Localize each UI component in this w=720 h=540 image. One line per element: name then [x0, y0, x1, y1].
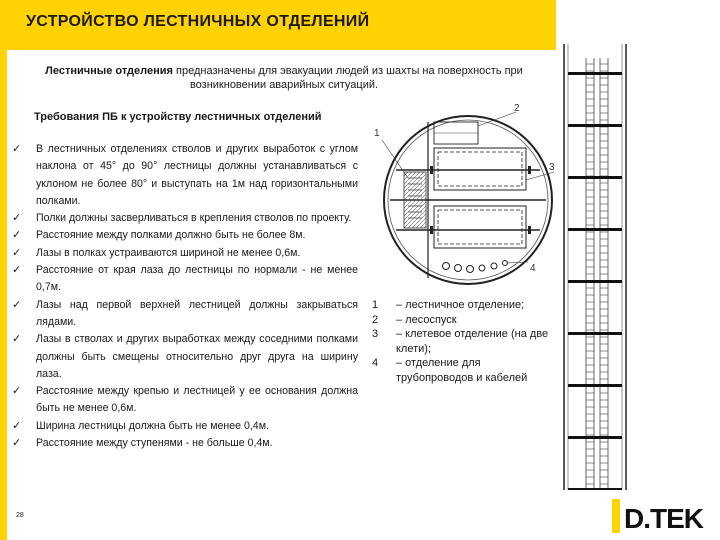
- check-icon: ✓: [12, 264, 22, 277]
- list-item-text: Лазы в полках устраиваются шириной не менее 0,6м.: [36, 246, 301, 259]
- list-item: [12, 418, 358, 435]
- list-item-text: Расстояние между крепью и лестницей у ее основания должна быть не менее 0,6м.: [36, 385, 358, 415]
- cage-1: [434, 148, 526, 190]
- list-item-text: Расстояние между ступенями - не больше 0,4м.: [36, 437, 273, 450]
- list-item: [12, 210, 358, 227]
- check-icon: ✓: [12, 298, 22, 311]
- list-item-text: В лестничных отделениях стволов и других выработок с углом наклона от 45° до 90° лестницы должны устанавливаться с уклоном не более 80° и выступать на 1м над горизонтальными полками.: [36, 143, 358, 207]
- legend-item: 3 – клетевое отделение (на две клети);: [372, 328, 549, 355]
- platform: [568, 384, 622, 387]
- page-number: 28: [16, 512, 24, 519]
- accent-bar: [0, 50, 7, 540]
- list-item: [12, 141, 358, 210]
- list-item-text: Полки должны засверливаться в крепления стволов по проекту.: [36, 212, 352, 225]
- list-item: [12, 227, 358, 244]
- legend-item: 4 – отделение для трубопроводов и кабелей: [372, 357, 528, 384]
- platform: [568, 488, 622, 490]
- platform: [568, 280, 622, 283]
- platform: [568, 228, 622, 231]
- intro-line1: предназначены для эвакуации людей из шахты на поверхность при: [172, 65, 523, 77]
- platform: [568, 124, 622, 127]
- label-2: 2: [514, 103, 520, 114]
- label-1: 1: [374, 128, 380, 139]
- shaft-vertical-section-drawing: [556, 44, 636, 490]
- cage-2: [434, 206, 526, 248]
- check-icon: ✓: [12, 385, 22, 398]
- list-item-text: Лазы над первой верхней лестницей должны закрываться лядами.: [36, 298, 358, 328]
- list-item: [12, 297, 358, 332]
- platform: [568, 176, 622, 179]
- list-item: [12, 435, 358, 452]
- list-item-text: Лазы в стволах и других выработках между соседними полками должны быть смещены относительно друг друга на ширину лаза.: [36, 333, 358, 380]
- dtek-logo: [612, 497, 708, 535]
- requirements-list: [12, 141, 358, 452]
- check-icon: ✓: [12, 333, 22, 346]
- list-item-text: Расстояние между полками должно быть не более 8м.: [36, 229, 306, 242]
- list-item: [12, 331, 358, 383]
- intro-line2: возникновении аварийных ситуаций.: [189, 79, 379, 91]
- check-icon: ✓: [12, 212, 22, 225]
- list-item: [12, 262, 358, 297]
- diagram-legend: [372, 298, 550, 385]
- check-icon: ✓: [12, 246, 22, 259]
- platform: [568, 72, 622, 75]
- label-4: 4: [530, 263, 536, 274]
- list-item: [12, 383, 358, 418]
- platform: [568, 436, 622, 439]
- check-icon: ✓: [12, 419, 22, 432]
- intro-bold: Лестничные отделения: [45, 65, 173, 77]
- list-item-text: Ширина лестницы должна быть не менее 0,4м.: [36, 419, 269, 432]
- legend-item: 1 – лестничное отделение;: [372, 299, 525, 311]
- list-item-text: Расстояние от края лаза до лестницы по нормали - не менее 0,7м.: [36, 264, 358, 294]
- intro-text: [14, 64, 554, 92]
- platform: [568, 332, 622, 335]
- check-icon: ✓: [12, 437, 22, 450]
- ladder-compartment: [404, 172, 426, 228]
- page-title: УСТРОЙСТВО ЛЕСТНИЧНЫХ ОТДЕЛЕНИЙ: [26, 13, 370, 30]
- requirements-title: Требования ПБ к устройству лестничных отделений: [34, 111, 322, 123]
- title-bar: [0, 0, 556, 50]
- legend-item: 2 – лесоспуск: [372, 313, 457, 326]
- list-item: [12, 245, 358, 262]
- shaft-cross-section-diagram: [368, 100, 558, 290]
- check-icon: ✓: [12, 229, 22, 242]
- logo-text: D.TEK: [624, 503, 703, 534]
- check-icon: ✓: [12, 143, 22, 155]
- label-3: 3: [549, 162, 555, 173]
